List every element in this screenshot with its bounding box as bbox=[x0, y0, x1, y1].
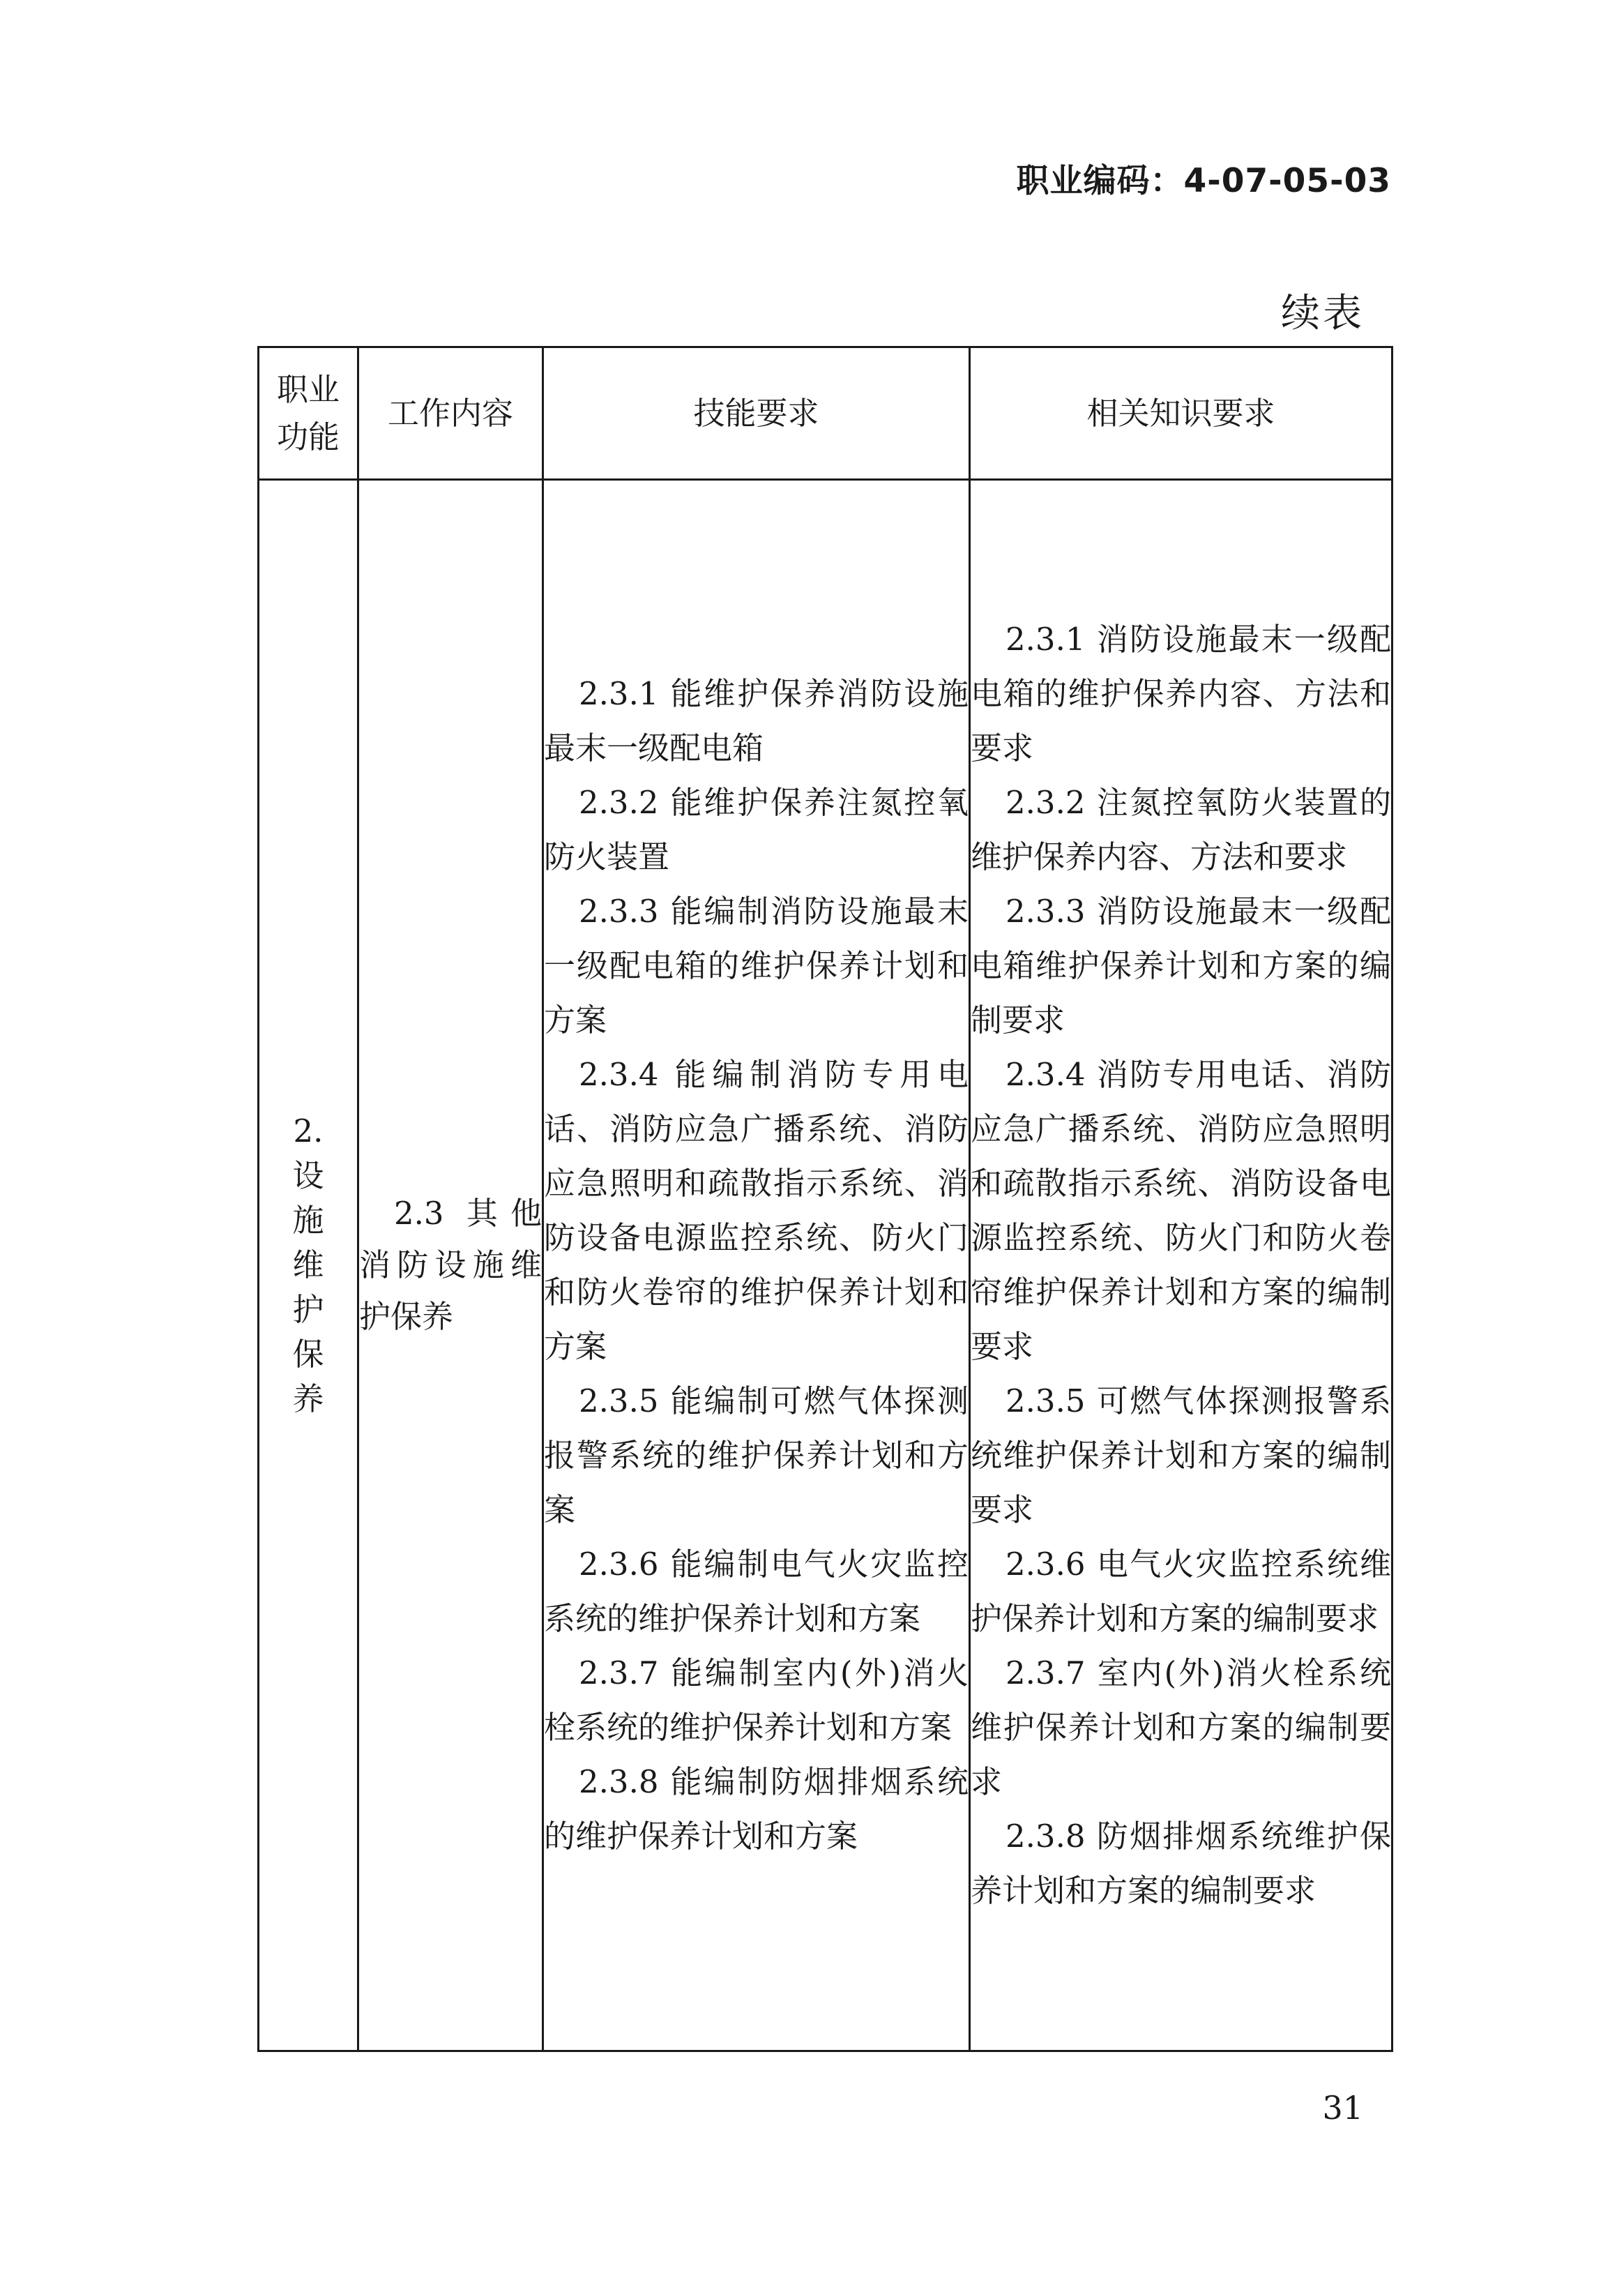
knowledge-item: 2.3.2 注氮控氧防火装置的维护保养内容、方法和要求 bbox=[971, 784, 1391, 875]
work-content-text: 2.3 其他消防设施维护保养 bbox=[359, 1195, 542, 1335]
skill-item: 2.3.4 能编制消防专用电话、消防应急广播系统、消防应急照明和疏散指示系统、消防设备电源监控系统、防火门和防火卷帘的维护保养计划和方案 bbox=[544, 1056, 969, 1365]
work-content-cell bbox=[358, 480, 543, 2051]
function-char: 设 bbox=[292, 1157, 324, 1194]
table-row bbox=[259, 480, 1392, 2051]
skill-item: 2.3.3 能编制消防设施最末一级配电箱的维护保养计划和方案 bbox=[544, 893, 969, 1039]
skill-item: 2.3.7 能编制室内(外)消火栓系统的维护保养计划和方案 bbox=[544, 1654, 969, 1746]
header-skill-requirements: 技能要求 bbox=[543, 347, 970, 480]
header-function bbox=[259, 347, 358, 480]
knowledge-item: 2.3.6 电气火灾监控系统维护保养计划和方案的编制要求 bbox=[971, 1546, 1391, 1637]
skill-item: 2.3.2 能维护保养注氮控氧防火装置 bbox=[544, 784, 969, 875]
continued-table-label: 续表 bbox=[1281, 291, 1365, 336]
function-cell bbox=[259, 480, 358, 2051]
requirements-table bbox=[257, 346, 1393, 2052]
knowledge-item: 2.3.3 消防设施最末一级配电箱维护保养计划和方案的编制要求 bbox=[971, 893, 1391, 1039]
skill-item: 2.3.1 能维护保养消防设施最末一级配电箱 bbox=[544, 675, 969, 767]
header-knowledge-requirements: 相关知识要求 bbox=[970, 347, 1392, 480]
knowledge-item: 2.3.4 消防专用电话、消防应急广播系统、消防应急照明和疏散指示系统、消防设备电源监控系统、防火门和防火卷帘维护保养计划和方案的编制要求 bbox=[971, 1056, 1391, 1365]
knowledge-item: 2.3.7 室内(外)消火栓系统维护保养计划和方案的编制要求 bbox=[971, 1654, 1391, 1800]
function-char: 施 bbox=[292, 1202, 324, 1239]
header-function-line: 功能 bbox=[276, 418, 340, 455]
function-char: 2. bbox=[293, 1112, 324, 1149]
function-char: 养 bbox=[292, 1380, 324, 1417]
knowledge-item: 2.3.8 防烟排烟系统维护保养计划和方案的编制要求 bbox=[971, 1818, 1391, 1909]
knowledge-item: 2.3.5 可燃气体探测报警系统维护保养计划和方案的编制要求 bbox=[971, 1382, 1391, 1528]
knowledge-cell bbox=[970, 480, 1392, 2051]
header-function-line: 职业 bbox=[276, 370, 340, 408]
function-char: 护 bbox=[292, 1291, 324, 1328]
header-work-content: 工作内容 bbox=[358, 347, 543, 480]
skill-item: 2.3.6 能编制电气火灾监控系统的维护保养计划和方案 bbox=[544, 1546, 969, 1637]
page-number: 31 bbox=[1322, 2089, 1363, 2127]
skill-item: 2.3.8 能编制防烟排烟系统的维护保养计划和方案 bbox=[544, 1763, 969, 1855]
function-char: 保 bbox=[292, 1336, 324, 1373]
occupation-code: 职业编码：4-07-05-03 bbox=[1016, 162, 1391, 200]
skill-item: 2.3.5 能编制可燃气体探测报警系统的维护保养计划和方案 bbox=[544, 1382, 969, 1528]
skills-cell bbox=[543, 480, 970, 2051]
function-char: 维 bbox=[292, 1246, 324, 1283]
knowledge-item: 2.3.1 消防设施最末一级配电箱的维护保养内容、方法和要求 bbox=[971, 621, 1391, 767]
table-header-row bbox=[259, 347, 1392, 480]
